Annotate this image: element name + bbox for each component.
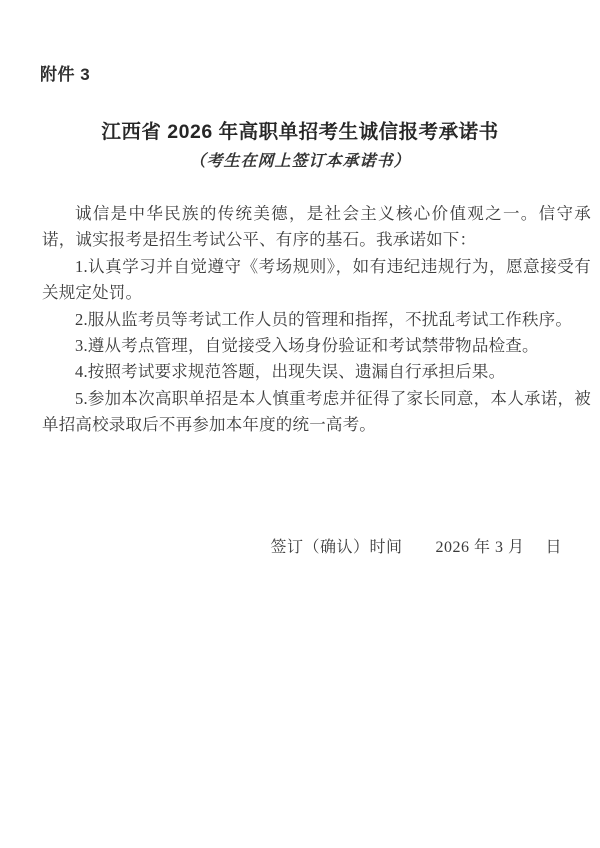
commitment-item-5: 5.参加本次高职单招是本人慎重考虑并征得了家长同意，本人承诺，被单招高校录取后不再参加本年度的统一高考。 [42, 388, 591, 435]
document-title: 江西省 2026 年高职单招考生诚信报考承诺书 [101, 121, 499, 143]
signature-date-line: 签订（确认）时间 2026 年 3 月 日 [270, 539, 562, 556]
commitment-item-2: 2.服从监考员等考试工作人员的管理和指挥，不扰乱考试工作秩序。 [75, 309, 573, 329]
document-subtitle: （考生在网上签订本承诺书） [189, 153, 411, 170]
intro-paragraph: 诚信是中华民族的传统美德，是社会主义核心价值观之一。信守承诺，诚实报考是招生考试公平、有序的基石。我承诺如下： [42, 204, 591, 250]
commitment-item-4: 4.按照考试要求规范答题，出现失误、遗漏自行承担后果。 [75, 362, 506, 382]
attachment-label: 附件 3 [40, 65, 91, 84]
commitment-item-3: 3.遵从考点管理，自觉接受入场身份验证和考试禁带物品检查。 [75, 336, 539, 356]
commitment-item-1: 1.认真学习并自觉遵守《考场规则》，如有违纪违规行为，愿意接受有关规定处罚。 [42, 256, 591, 303]
document-body [42, 201, 591, 439]
